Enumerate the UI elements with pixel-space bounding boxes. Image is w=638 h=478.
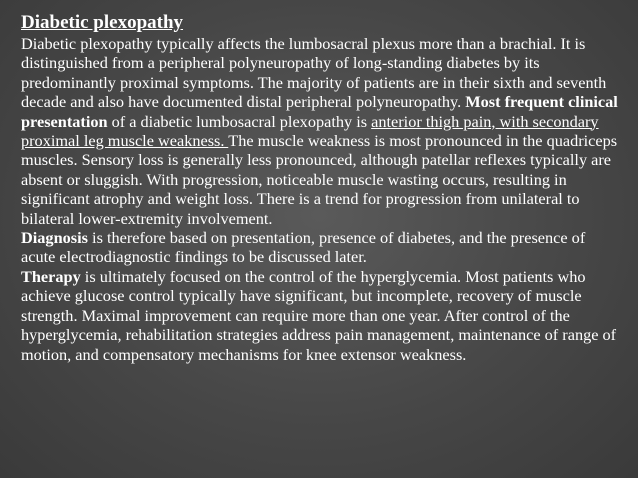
- text-span: of a diabetic lumbosacral plexopathy is: [107, 111, 372, 131]
- text-span: is ultimately focused on the control of the hyperglycemia. Most patients who achieve glucose control typically have significant, but incomplete, recovery of muscle strength. Maximal improvement can require more than one year. After control of the hyperglycemia, rehabilitation strategies address pain management, maintenance of range of motion, and compensatory mechanisms for knee extensor weakness.: [21, 266, 617, 364]
- underlined-phrase: anterior thigh pain, with secondary proximal leg muscle weakness.: [21, 111, 599, 151]
- slide-body: [21, 34, 619, 364]
- bold-label-diagnosis: Diagnosis: [21, 228, 88, 248]
- slide-title: Diabetic plexopathy: [21, 12, 184, 33]
- slide-content: [21, 12, 619, 474]
- paragraph-presentation: [21, 34, 619, 228]
- bold-phrase: Most frequent clinical presentation: [21, 92, 618, 131]
- bold-label-therapy: Therapy: [21, 266, 81, 286]
- text-span: is therefore based on presentation, presence of diabetes, and the presence of acute electrodiagnostic findings to be discussed later.: [21, 228, 586, 267]
- paragraph-diagnosis: [21, 228, 619, 267]
- text-span: The muscle weakness is most pronounced in the quadriceps muscles. Sensory loss is generally less pronounced, although patellar reflexes typically are absent or sluggish. With progression, noticeable muscle wasting occurs, resulting in significant atrophy and weight loss. There is a trend for progression from unilateral to bilateral lower-extremity involvement.: [21, 131, 618, 228]
- paragraph-therapy: [21, 267, 619, 364]
- text-span: Diabetic plexopathy typically affects the lumbosacral plexus more than a brachial. It is distinguished from a peripheral polyneuropathy of long-standing diabetes by its predominantly proximal symptoms. The majority of patients are in their sixth and seventh decade and also have documented distal peripheral polyneuropathy.: [21, 34, 607, 112]
